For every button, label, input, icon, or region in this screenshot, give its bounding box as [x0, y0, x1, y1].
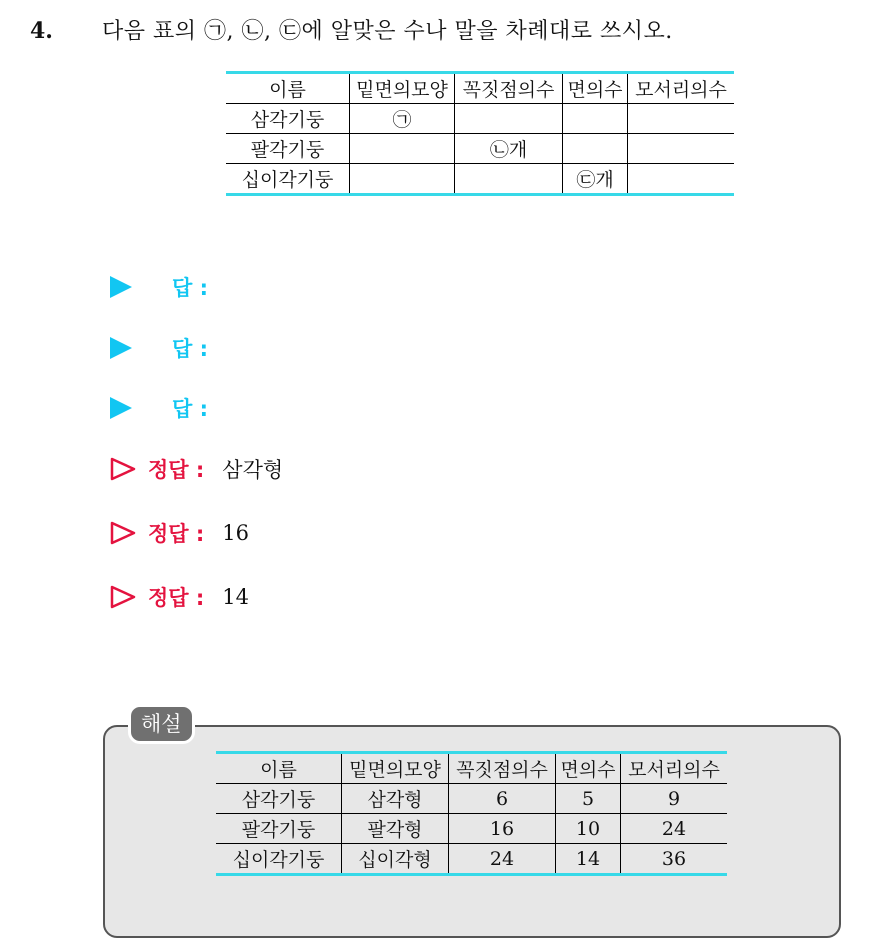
table-cell: 16: [449, 814, 556, 844]
table-cell: 삼각기둥: [226, 104, 350, 134]
table-row: [216, 814, 727, 844]
table-row: [226, 134, 734, 164]
table-cell: 십이각기둥: [216, 844, 342, 875]
blank-marker-a: ㉠: [350, 104, 455, 134]
question-text: 다음 표의 ㉠, ㉡, ㉢에 알맞은 수나 말을 차례대로 쓰시오.: [102, 19, 673, 44]
table-row: [216, 784, 727, 814]
header-cell: 밑면의모양: [350, 73, 455, 104]
correct-answer-label: 정답 :: [148, 586, 205, 610]
answer-line-2[interactable]: [110, 333, 208, 363]
header-cell: 꼭짓점의수: [455, 73, 563, 104]
correct-answer-3: [110, 582, 249, 612]
table-cell: 14: [556, 844, 621, 875]
table-cell: 팔각기둥: [226, 134, 350, 164]
correct-answer-2: [110, 518, 249, 548]
play-triangle-icon: [110, 397, 132, 419]
correct-answer-1: [110, 454, 283, 484]
table-row: [226, 104, 734, 134]
header-cell: 면의수: [556, 753, 621, 784]
table-cell: [628, 134, 735, 164]
header-cell: 밑면의모양: [342, 753, 449, 784]
outline-triangle-icon: [110, 585, 148, 609]
table-cell: 5: [556, 784, 621, 814]
header-cell: 이름: [216, 753, 342, 784]
table-cell: 십이각기둥: [226, 164, 350, 195]
table-cell: [455, 104, 563, 134]
play-triangle-icon: [110, 337, 132, 359]
question-table: [226, 71, 734, 196]
table-cell: [563, 104, 628, 134]
solution-tag: 해설: [128, 704, 195, 744]
question-number: 4.: [30, 18, 53, 44]
answer-line-3[interactable]: [110, 393, 208, 423]
table-cell: 십이각형: [342, 844, 449, 875]
correct-answer-label: 정답 :: [148, 522, 205, 546]
answer-label: 답 :: [172, 337, 208, 361]
header-cell: 면의수: [563, 73, 628, 104]
table-cell: 6: [449, 784, 556, 814]
header-cell: 모서리의수: [621, 753, 728, 784]
blank-marker-b: ㉡개: [455, 134, 563, 164]
blank-marker-c: ㉢개: [563, 164, 628, 195]
question: [30, 14, 673, 45]
correct-answer-label: 정답 :: [148, 458, 205, 482]
table-header-row: [226, 73, 734, 104]
correct-answer-value: 16: [222, 521, 250, 545]
table-row: [216, 844, 727, 875]
table-cell: [350, 164, 455, 195]
table-cell: 삼각기둥: [216, 784, 342, 814]
correct-answer-value: 삼각형: [222, 458, 284, 482]
header-cell: 모서리의수: [628, 73, 735, 104]
table-cell: 삼각형: [342, 784, 449, 814]
table-cell: 9: [621, 784, 728, 814]
header-cell: 꼭짓점의수: [449, 753, 556, 784]
table-cell: [563, 134, 628, 164]
answer-line-1[interactable]: [110, 272, 208, 302]
table-cell: [350, 134, 455, 164]
header-cell: 이름: [226, 73, 350, 104]
table-header-row: [216, 753, 727, 784]
solution-table: [216, 751, 727, 876]
table-cell: 24: [449, 844, 556, 875]
table-cell: 24: [621, 814, 728, 844]
outline-triangle-icon: [110, 521, 148, 545]
table-cell: 10: [556, 814, 621, 844]
play-triangle-icon: [110, 276, 132, 298]
outline-triangle-icon: [110, 457, 148, 481]
table-cell: 36: [621, 844, 728, 875]
table-cell: [455, 164, 563, 195]
answer-label: 답 :: [172, 276, 208, 300]
table-cell: [628, 164, 735, 195]
table-row: [226, 164, 734, 195]
table-cell: 팔각기둥: [216, 814, 342, 844]
answer-label: 답 :: [172, 397, 208, 421]
table-cell: [628, 104, 735, 134]
correct-answer-value: 14: [222, 585, 250, 609]
table-cell: 팔각형: [342, 814, 449, 844]
